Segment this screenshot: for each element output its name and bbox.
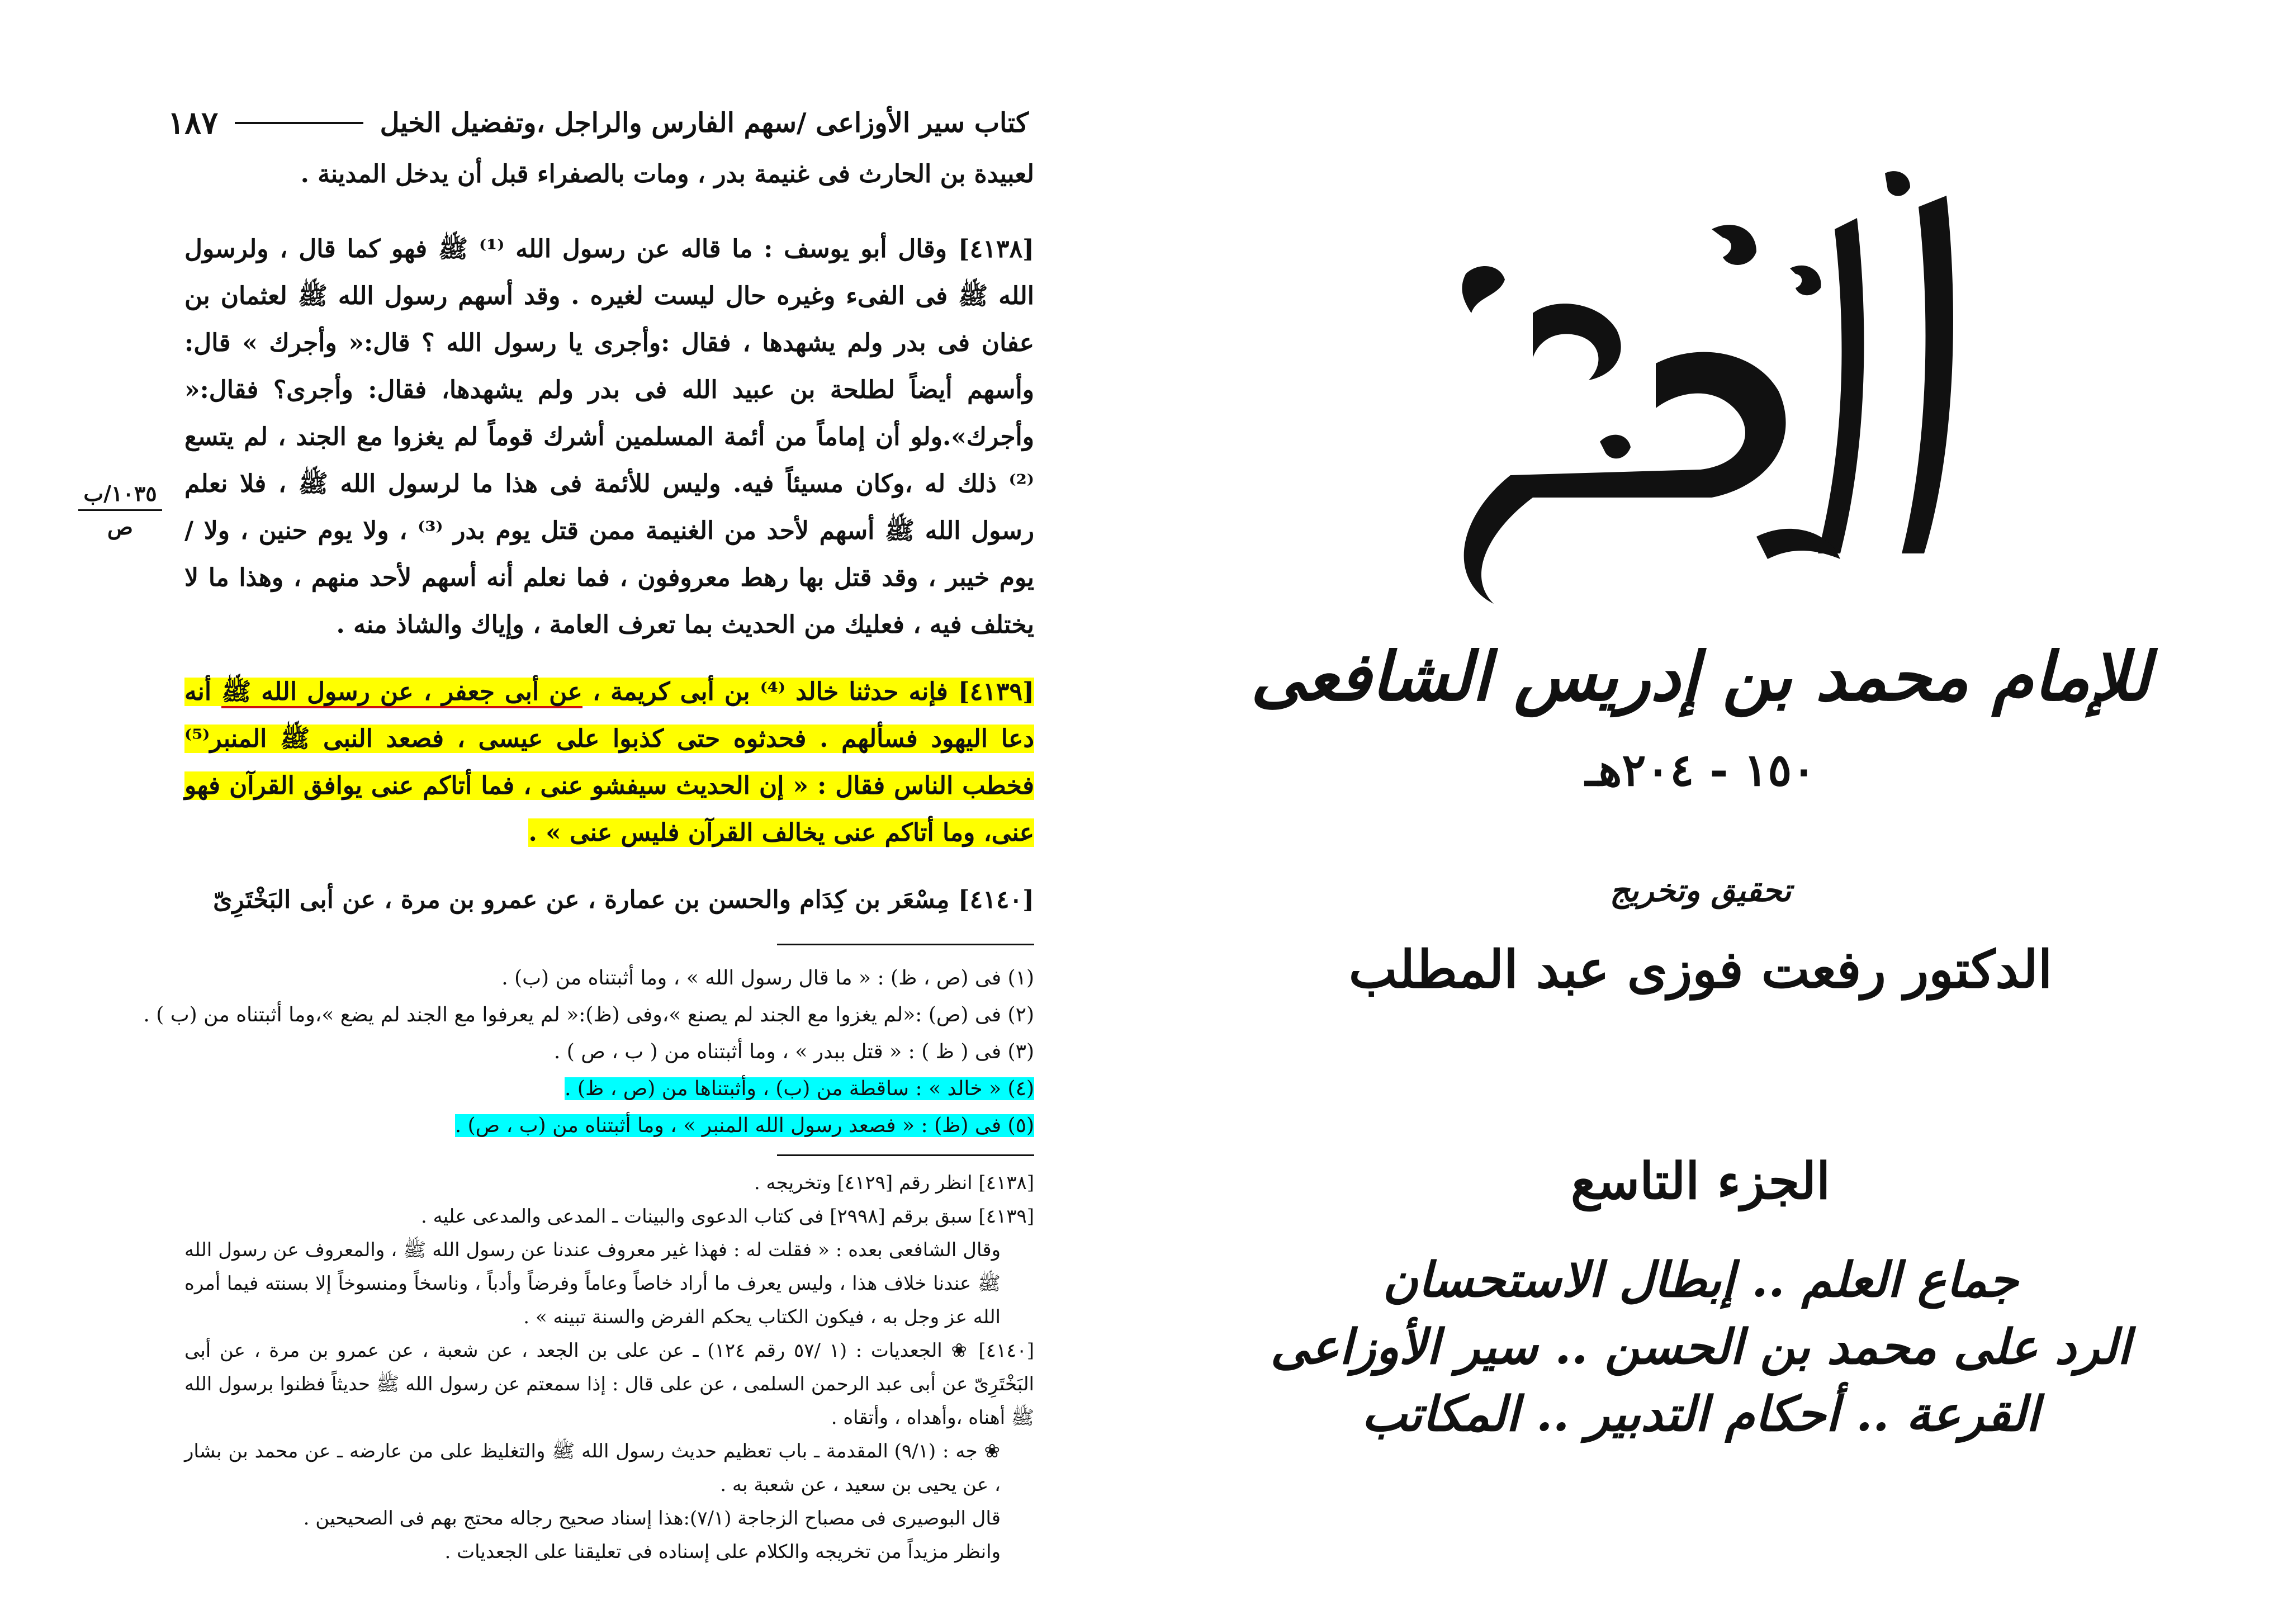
calligraphic-title <box>1118 129 2283 621</box>
takhrij-note-more: وانظر مزيداً من تخريجه والكلام على إسناده فى تعليقنا على الجعديات . <box>444 1541 1001 1563</box>
paragraph-4139 <box>184 669 1034 856</box>
editor-name: الدكتور رفعت فوزى عبد المطلب <box>1348 939 2053 1000</box>
title-calligraphy-art <box>1365 129 2036 621</box>
margin-note-sub: ص <box>107 514 133 539</box>
highlight-part-1: [٤١٣٩] فإنه حدثنا خالد ⁽⁴⁾ بن أبى كريمة ، <box>582 678 1034 706</box>
paragraph-4140: [٤١٤٠] مِسْعَر بن كِدَام والحسن بن عمارة ، عن عمرو بن مرة ، عن أبى البَخْتَرِىّ <box>213 886 1034 914</box>
takhrij-note-4138: [٤١٣٨] انظر رقم [٤١٢٩] وتخريجه . <box>754 1172 1034 1194</box>
takhrij-note-quote: وقال الشافعى بعده : « فقلت له : فهذا غير معروف عندنا عن رسول الله ﷺ ، والمعروف عن رسول الله ﷺ عندنا خلاف هذا ، وليس يعرف ما أراد خاصاً وعاماً وفرضاً وأدباً ، وناسخاً ومنسوخاً إلا بسنته فيما أمره الله عز وجل به ، فيكون الكتاب يحكم الفرض والسنة تبينه » . <box>184 1239 1001 1328</box>
takhrij-note-4139: [٤١٣٩] سبق برقم [٢٩٩٨] فى كتاب الدعوى والبينات ـ المدعى والمدعى عليه . <box>420 1205 1034 1228</box>
book-title <box>1118 0 1119 1</box>
contents-line: القرعة .. أحكام التدبير .. المكاتب <box>1361 1386 2040 1442</box>
takhrij-note-busiri: قال البوصيرى فى مصباح الزجاجة (٧/١):هذا إسناد صحيح رجاله محتج بهم فى الصحيحين . <box>303 1507 1001 1530</box>
footnote-2: (٢) فى (ص) :«لم يغزوا مع الجند لم يصنع »،وفى (ظ):« لم يعرفوا مع الجند لم يضع »،وما أثبتناه من (ب ) . <box>143 1003 1034 1026</box>
paragraph-4138: [٤١٣٨] وقال أبو يوسف : ما قاله عن رسول الله ⁽¹⁾ ﷺ فهو كما قال ، ولرسول الله ﷺ فى الفىء وغيره حال ليست لغيره . وقد أسهم رسول الله ﷺ لعثمان بن عفان فى بدر ولم يشهدها ، فقال :وأجرى يا رسول الله ؟ قال:« وأجرك » قال: وأسهم أيضاً لطلحة بن عبيد الله فى بدر ولم يشهدها، فقال: وأجرى؟ فقال:« وأجرك».ولو أن إماماً من أئمة المسلمين أشرك قوماً لم يغزوا مع الجند ، لم يتسع ⁽²⁾ ذلك له ،وكان مسيئاً فيه. وليس للأئمة فى هذا ما لرسول الله ﷺ ، فلا نعلم رسول الله ﷺ أسهم لأحد من الغنيمة ممن قتل يوم بدر ⁽³⁾ ، ولا يوم حنين ، ولا / يوم خيبر ، وقد قتل بها رهط معروفون ، فما نعلم أنه أسهم لأحد منهم ، وهذا ما لا يختلف فيه ، فعليك من الحديث بما تعرف العامة ، وإياك والشاذ منه . <box>184 235 1034 639</box>
margin-note-ref: ١٠٣٥/ب <box>78 481 162 511</box>
margin-note <box>78 481 162 539</box>
footnote-3: (٣) فى ( ظ ) : « قتل ببدر » ، وما أثبتناه من ( ب ، ص ) . <box>553 1040 1034 1063</box>
author-dates: ١٥٠ - ٢٠٤هـ <box>1585 744 1816 796</box>
header-rule <box>235 122 363 124</box>
highlight-part-3: أنه دعا اليهود فسألهم . فحدثوه حتى كذبوا على عيسى ، فصعد النبى ﷺ المنبر⁽⁵⁾ فخطب الناس فقال : « إن الحديث سيفشو عنى ، فما أتاكم عنى يوافق القرآن فهو عنى، وما أتاكم عنى يخالف القرآن فليس عنى » . <box>184 678 1034 847</box>
contents-line: الرد على محمد بن الحسن .. سير الأوزاعى <box>1270 1319 2131 1375</box>
underlined-isnad: عن أبى جعفر ، عن رسول الله ﷺ <box>221 678 582 708</box>
footnote-4 <box>184 1071 1034 1107</box>
footnote-4-highlight: (٤) « خالد » : ساقطة من (ب) ، وأثبتناها من (ص ، ظ) . <box>565 1077 1034 1100</box>
author-name: للإمام محمد بن إدريس الشافعى <box>1251 637 2151 716</box>
contents-line: جماع العلم .. إبطال الاستحسان <box>1382 1252 2019 1308</box>
volume-label: الجزء التاسع <box>1570 1152 1831 1211</box>
running-header <box>168 101 1029 145</box>
main-text <box>143 151 1034 1569</box>
paragraph: لعبيدة بن الحارث فى غنيمة بدر ، ومات بالصفراء قبل أن يدخل المدينة . <box>300 160 1034 188</box>
running-title: كتاب سير الأوزاعى /سهم الفارس والراجل ،وتفضيل الخيل <box>380 107 1029 139</box>
takhrij-note-4140: [٤١٤٠] ❀ الجعديات : (١ /٥٧ رقم ١٢٤) ـ عن على بن الجعد ، عن شعبة ، عن عمرو بن مرة ، عن أبى البَخْتَرِىّ عن أبى عبد الرحمن السلمى ، عن على قال : إذا سمعتم عن رسول الله ﷺ حديثاً فظنوا برسول الله ﷺ أهناه ،وأهداه ، وأتقاه . <box>184 1339 1034 1429</box>
editing-label: تحقيق وتخريج <box>1609 872 1792 909</box>
left-page <box>0 0 1118 1624</box>
cover-page <box>1118 0 2283 1624</box>
footnote-5 <box>184 1107 1034 1144</box>
notes-separator <box>777 1154 1034 1156</box>
page-number: ١٨٧ <box>168 105 219 141</box>
footnote-1: (١) فى (ص ، ظ) : « ما قال رسول الله » ، وما أثبتناه من (ب) . <box>501 967 1034 989</box>
footnote-separator <box>777 944 1034 945</box>
takhrij-note-ibn-majah: ❀ جه : (٩/١) المقدمة ـ باب تعظيم حديث رسول الله ﷺ والتغليظ على من عارضه ـ عن محمد بن بشار ، عن يحيى بن سعيد ، عن شعبة به . <box>184 1440 1001 1496</box>
footnote-5-highlight: (٥) فى (ظ) : « فصعد رسول الله المنبر » ، وما أثبتناه من (ب ، ص) . <box>454 1114 1034 1137</box>
